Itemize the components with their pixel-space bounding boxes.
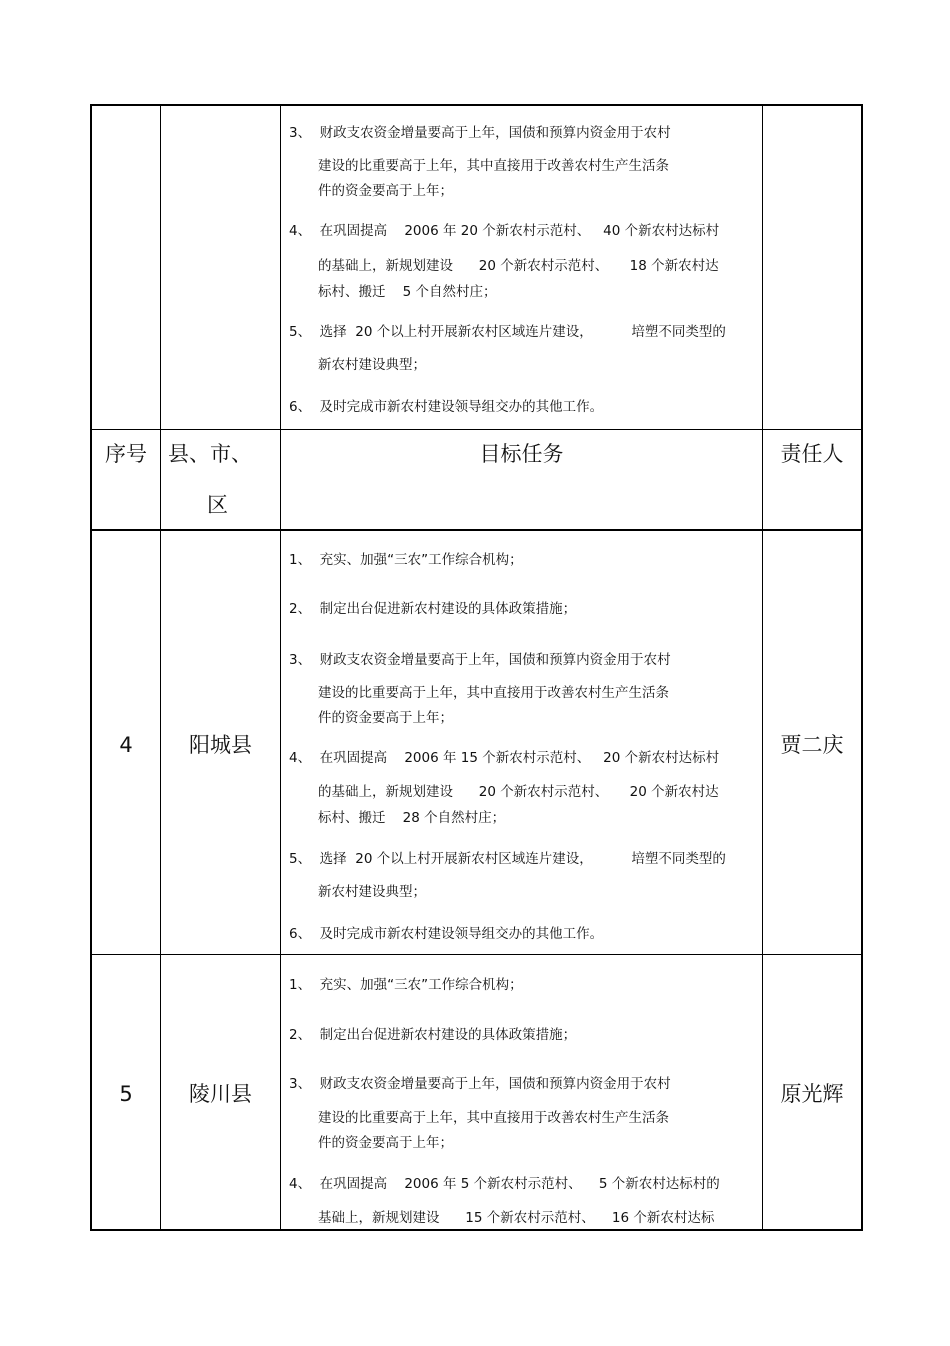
task-line: 5、 选择 20 个以上村开展新农村区域连片建设， 培塑不同类型的: [289, 851, 726, 867]
row-divider: [90, 954, 863, 955]
row-person: 贾二庆: [780, 733, 844, 757]
table-left-border: [90, 104, 92, 1231]
task-line: 3、 财政支农资金增量要高于上年，国债和预算内资金用于农村: [289, 1076, 671, 1092]
row-county: 陵川县: [189, 1082, 252, 1106]
task-line: 建设的比重要高于上年，其中直接用于改善农村生产生活条: [318, 158, 669, 174]
task-line: 的基础上，新规划建设 20 个新农村示范村、 20 个新农村达: [318, 784, 719, 800]
header-col-no: 序号: [105, 442, 147, 466]
row-number: 4: [119, 733, 133, 757]
header-col-county: 县、市、: [168, 442, 252, 466]
task-line: 4、 在巩固提高 2006 年 20 个新农村示范村、 40 个新农村达标村: [289, 223, 720, 239]
row-person: 原光辉: [780, 1082, 844, 1106]
task-line: 4、 在巩固提高 2006 年 15 个新农村示范村、 20 个新农村达标村: [289, 750, 720, 766]
task-line: 件的资金要高于上年；: [318, 183, 453, 199]
task-line: 1、 充实、加强“三农”工作综合机构；: [289, 977, 523, 993]
header-top-border: [90, 429, 863, 430]
task-line: 新农村建设典型；: [318, 884, 426, 900]
task-line: 的基础上，新规划建设 20 个新农村示范村、 18 个新农村达: [318, 258, 719, 274]
task-line: 新农村建设典型；: [318, 357, 426, 373]
task-line: 标村、搬迁 28 个自然村庄；: [318, 810, 506, 826]
header-col-tasks: 目标任务: [479, 442, 564, 466]
task-line: 2、 制定出台促进新农村建设的具体政策措施；: [289, 601, 577, 617]
task-line: 建设的比重要高于上年，其中直接用于改善农村生产生活条: [318, 1110, 669, 1126]
header-col-county-cont: 区: [207, 493, 228, 517]
task-line: 基础上，新规划建设 15 个新农村示范村、 16 个新农村达标: [318, 1210, 715, 1226]
task-line: 3、 财政支农资金增量要高于上年，国债和预算内资金用于农村: [289, 652, 671, 668]
table-top-border: [90, 104, 863, 106]
task-line: 4、 在巩固提高 2006 年 5 个新农村示范村、 5 个新农村达标村的: [289, 1176, 720, 1192]
table-right-border: [861, 104, 863, 1231]
task-line: 5、 选择 20 个以上村开展新农村区域连片建设， 培塑不同类型的: [289, 324, 726, 340]
task-line: 建设的比重要高于上年，其中直接用于改善农村生产生活条: [318, 685, 669, 701]
task-line: 件的资金要高于上年；: [318, 1135, 453, 1151]
table-col-divider-2: [280, 104, 281, 1231]
task-line: 标村、搬迁 5 个自然村庄；: [318, 284, 497, 300]
header-col-person: 责任人: [780, 442, 844, 466]
task-line: 1、 充实、加强“三农”工作综合机构；: [289, 552, 523, 568]
task-line: 3、 财政支农资金增量要高于上年，国债和预算内资金用于农村: [289, 125, 671, 141]
table-col-divider-1: [160, 104, 161, 1231]
row-number: 5: [119, 1082, 133, 1106]
task-line: 2、 制定出台促进新农村建设的具体政策措施；: [289, 1027, 577, 1043]
table-col-divider-3: [762, 104, 763, 1231]
table-bottom-border: [90, 1229, 863, 1231]
task-line: 件的资金要高于上年；: [318, 710, 453, 726]
header-bottom-border: [90, 529, 863, 531]
task-line: 6、 及时完成市新农村建设领导组交办的其他工作。: [289, 399, 604, 415]
task-line: 6、 及时完成市新农村建设领导组交办的其他工作。: [289, 926, 604, 942]
row-county: 阳城县: [189, 733, 252, 757]
